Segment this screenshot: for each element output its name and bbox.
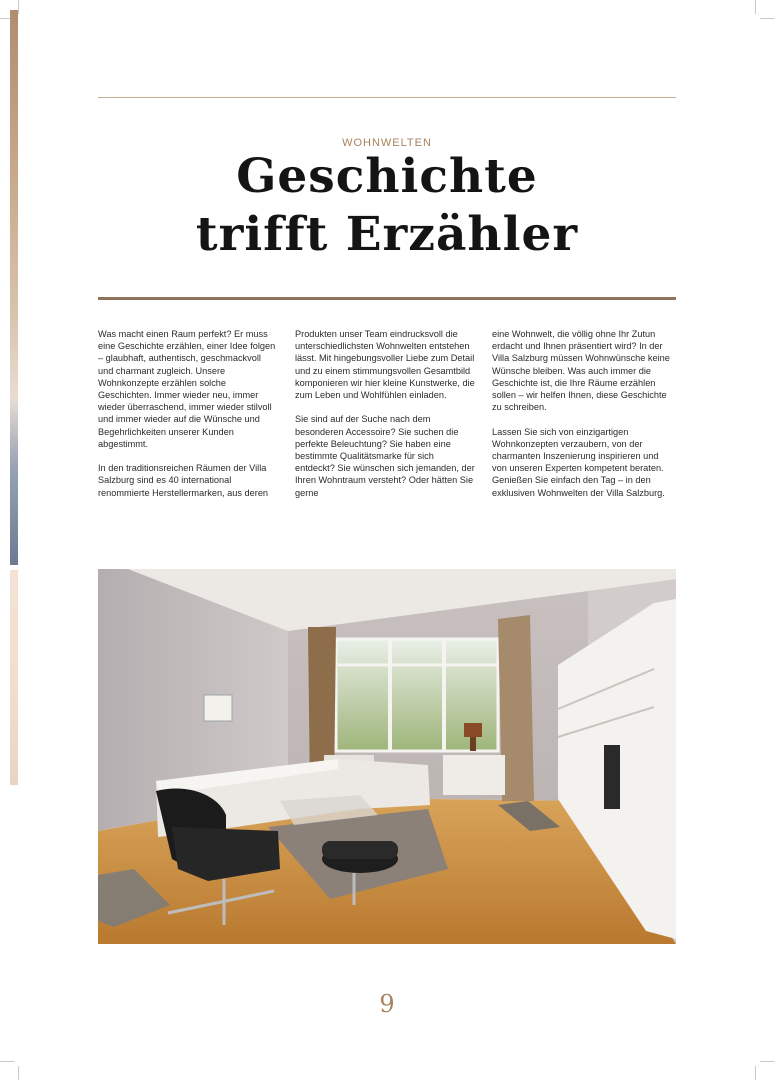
crop-mark: [760, 18, 774, 19]
paragraph: Lassen Sie sich von einzigartigen Wohnkonzepten verzaubern, von der charmanten Inszenierung inspirieren und von unseren Experten kompetent beraten. Genießen Sie einfach den Tag – in den exklusiven Wohnwelten der Villa Salzburg.: [492, 426, 665, 498]
paragraph: eine Wohnwelt, die völlig ohne Ihr Zutun erdacht und Ihnen präsentiert wird? In der Villa Salzburg müssen Wohnwünsche keine Wünsche bleiben. Was auch immer die Geschichte ist, die Ihre Räume erzählen sollen – wir helfen Ihnen, diese Geschichte zu schreiben.: [492, 329, 670, 413]
page-number: 9: [379, 990, 395, 1018]
paragraph: Sie sind auf der Suche nach dem besonderen Accessoire? Sie suchen die perfekte Beleuchtung? Sie haben eine bestimmte Qualitätsmarke für sich entdeckt? Sie wünschen sich jemanden, der Ihren Wohntraum versteht? Oder hätten Sie gerne: [295, 414, 475, 498]
edge-bleed-strip: [10, 10, 18, 565]
section-kicker: WOHNWELTEN: [342, 137, 432, 149]
crop-mark: [755, 0, 756, 14]
living-room-photo: [98, 569, 676, 944]
title-line: Geschichte: [236, 149, 538, 204]
text-column: [492, 328, 672, 511]
title-line: trifft Erzähler: [195, 207, 579, 262]
paragraph: In den traditionsreichen Räumen der Villa Salzburg sind es 40 international renommierte Herstellermarken, aus deren: [98, 463, 269, 498]
title-rule: [98, 297, 676, 300]
edge-bleed-strip: [10, 570, 18, 785]
text-column: [98, 328, 278, 511]
crop-mark: [18, 0, 19, 14]
page-title: [98, 148, 676, 264]
crop-mark: [755, 1066, 756, 1080]
paragraph: Produkten unser Team eindrucksvoll die unterschiedlichsten Wohnwelten entstehen lässt. Mit hingebungsvoller Liebe zum Detail und zu einem stimmungsvollen Gesamtbild komponieren wir hier kleine Kunstwerke, die zum Leben und Wohlfühlen einladen.: [295, 329, 475, 401]
paragraph: Was macht einen Raum perfekt? Er muss eine Geschichte erzählen, einer Idee folgen – glaubhaft, authentisch, geschmackvoll und charmant zugleich. Unsere Wohnkonzepte erzählen solche Geschichten. Immer wieder neu, immer wieder überraschend, immer wieder stilvoll und immer wieder auf die Wünsche und Begehrlichkeiten unserer Kunden abgestimmt.: [98, 329, 276, 449]
crop-mark: [0, 1061, 14, 1062]
top-rule: [98, 97, 676, 98]
crop-mark: [18, 1066, 19, 1080]
crop-mark: [760, 1061, 774, 1062]
text-column: [295, 328, 475, 511]
